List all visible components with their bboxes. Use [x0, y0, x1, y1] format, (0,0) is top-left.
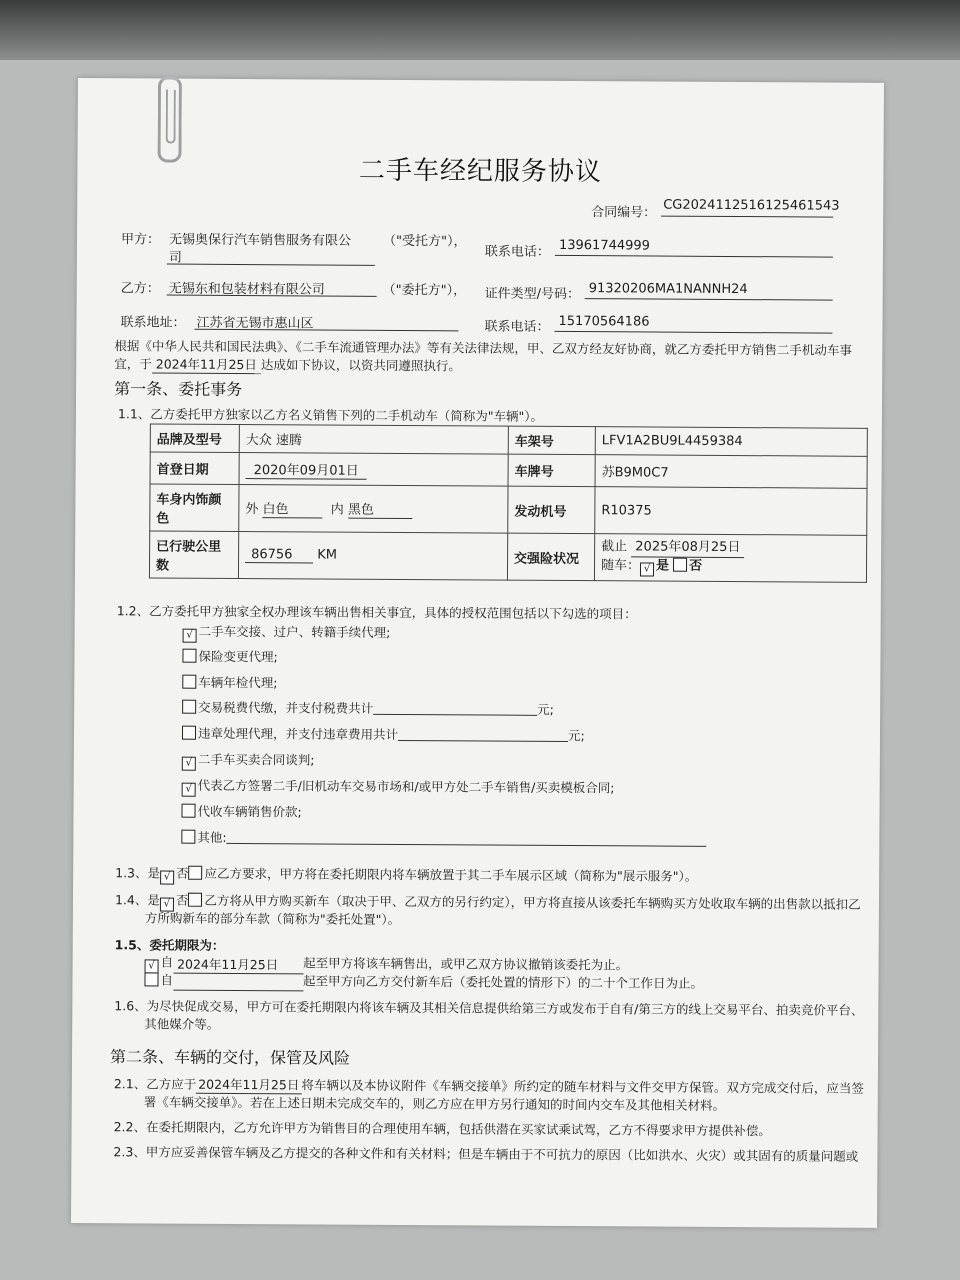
option-negotiation-label: 二手车买卖合同谈判;	[197, 751, 315, 768]
clause-1-4-text: 乙方将从甲方购买新车（取决于甲、乙双方的另行约定），甲方将直接从该委托车辆购买方处收取车辆的出售款以抵扣乙	[204, 892, 861, 912]
insurance-label: 交强险状况	[507, 533, 594, 581]
reg-date-label: 首登日期	[150, 452, 239, 485]
document-title: 二手车经纪服务协议	[358, 155, 603, 188]
option-insurance-label: 保险变更代理;	[198, 648, 278, 665]
vin-label: 车架号	[508, 426, 595, 455]
contract-no: CG2024112516125461543	[663, 197, 840, 214]
clause-1-6-line-2: 其他媒介等。	[144, 1016, 220, 1032]
party-b-role: （"委托方"），	[382, 282, 467, 299]
option-sign-contract-label: 代表乙方签署二手/旧机动车交易市场和/或甲方处二手车销售/买卖模板合同;	[197, 777, 615, 796]
option-insurance	[182, 647, 277, 666]
option-collect-payment	[181, 802, 301, 821]
clause-1-3-no-checkbox[interactable]	[189, 866, 203, 880]
option-other-checkbox[interactable]	[181, 830, 195, 844]
vin-value: LFV1A2BU9L4459384	[595, 427, 867, 457]
party-b-phone-label: 联系电话：	[484, 319, 550, 335]
option-inspection-label: 车辆年检代理;	[198, 674, 278, 691]
term-1-date: 2024年11月25日	[173, 955, 303, 975]
party-a-role: （"受托方"），	[382, 233, 467, 250]
brand-label: 品牌及型号	[150, 424, 239, 453]
party-b-label: 乙方：	[120, 281, 160, 297]
option-violation-label: 违章处理代理，并支付违章费用共计	[197, 725, 399, 742]
option-tax	[182, 698, 554, 718]
id-number: 91320206MA1NANNH24	[588, 281, 748, 298]
address-label: 联系地址：	[120, 315, 186, 331]
clause-2-1-text: 将车辆以及本协议附件《车辆交接单》所约定的随车材料与文件交甲方保管。双方完成交付后，应当签	[301, 1077, 864, 1096]
option-violation-checkbox[interactable]	[182, 726, 196, 740]
insurance-yes-label: 是	[655, 558, 670, 574]
insurance-prefix: 截止	[601, 539, 628, 555]
term-1-checkbox[interactable]: √	[145, 959, 159, 973]
plate-label: 车牌号	[508, 454, 595, 487]
option-negotiation-checkbox[interactable]: √	[182, 757, 196, 771]
clause-1-4-yes-checkbox[interactable]: √	[160, 898, 174, 912]
party-a-phone-label: 联系电话：	[484, 244, 551, 260]
brand-value: 大众 速腾	[239, 424, 508, 454]
option-negotiation	[182, 750, 315, 772]
background-edge	[0, 0, 960, 60]
clause-1-2: 1.2、乙方委托甲方独家全权办理该车辆出售相关事宜，具体的授权范围包括以下勾选的项目：	[116, 603, 637, 622]
option-sign-contract	[182, 776, 615, 800]
clause-2-1-line-2: 署《车辆交接单》。若在上述日期未完成交车的，则乙方应在甲方另行通知的时间内交车及其他相关材料。	[143, 1094, 726, 1113]
clause-1-4-line-2: 方所购新车的部分车款（简称为"委托处置"）。	[144, 910, 401, 927]
clause-1-5-term-2	[144, 970, 703, 993]
party-a-name-cont: 司	[168, 250, 182, 266]
option-violation	[182, 724, 585, 744]
delivery-date: 2024年11月25日	[196, 1075, 301, 1095]
term-2-checkbox[interactable]	[144, 972, 158, 986]
vehicle-info-table	[149, 423, 868, 582]
option-violation-unit: 元;	[567, 728, 585, 744]
clause-2-1-prefix: 2.1、乙方应于	[113, 1076, 197, 1092]
term-2-from: 自	[160, 972, 174, 988]
term-1-text: 起至甲方将该车辆售出，或甲乙双方协议撤销该委托为止。	[303, 955, 629, 973]
clause-1-3-yes-label: 是	[147, 865, 161, 881]
party-a-phone: 13961744999	[558, 237, 651, 254]
contract-page	[71, 78, 884, 1228]
clause-2-2: 2.2、在委托期限内，乙方允许甲方为销售目的合理使用车辆，包括供潜在买家试乘试驾，乙方不得要求甲方提供补偿。	[113, 1119, 772, 1139]
preamble-suffix: 达成如下协议，以资共同遵照执行。	[260, 357, 461, 374]
option-collect-payment-label: 代收车辆销售价款;	[197, 803, 302, 820]
insurance-no-label: 否	[689, 558, 703, 574]
mileage-value: 86756	[245, 547, 313, 563]
insurance-date: 2025年08月25日	[631, 538, 744, 558]
clause-1-4-no-label: 否	[175, 892, 189, 908]
clause-1-6-line-1: 1.6、为尽快促成交易，甲方可在委托期限内将该车辆及其相关信息提供给第三方或发布于自有/第三方的线上交易平台、拍卖竞价平台、	[114, 998, 864, 1018]
option-tax-label: 交易税费代缴，并支付税费共计	[198, 699, 374, 716]
option-other	[181, 828, 706, 849]
term-2-text: 起至甲方向乙方交付新车后（委托处置的情形下）的二十个工作日为止。	[302, 973, 704, 991]
option-transfer	[183, 622, 391, 644]
interior-prefix: 内	[330, 502, 344, 518]
clause-1-3-text: 应乙方要求，甲方将在委托期限内将车辆放置于其二手车展示区域（简称为"展示服务"）。	[204, 865, 698, 884]
contract-no-label: 合同编号：	[591, 205, 657, 221]
article-1-heading: 第一条、委托事务	[114, 379, 243, 400]
agreement-date: 2024年11月25日	[152, 354, 261, 374]
exterior-prefix: 外	[245, 502, 259, 518]
option-tax-checkbox[interactable]	[182, 700, 196, 714]
party-a-label: 甲方：	[120, 232, 161, 248]
clause-1-4-no-checkbox[interactable]	[188, 893, 202, 907]
interior-color: 黑色	[348, 499, 412, 519]
insurance-yes-checkbox[interactable]: √	[640, 562, 654, 576]
clause-1-3-num: 1.3、	[115, 865, 148, 881]
clause-1-3	[115, 863, 697, 888]
clause-1-1: 1.1、乙方委托甲方独家以乙方名义销售下列的二手机动车（简称为"车辆"）。	[117, 406, 544, 424]
option-transfer-checkbox[interactable]: √	[183, 629, 197, 643]
option-other-label: 其他:	[197, 829, 227, 845]
clause-2-3: 2.3、甲方应妥善保管车辆及乙方提交的各种文件和有关材料；但是车辆由于不可抗力的原因（比如洪水、火灾）或其固有的质量问题或	[113, 1144, 859, 1164]
party-b-name: 无锡东和包装材料有限公司	[168, 281, 325, 298]
insurance-with-car-label: 随车：	[600, 558, 641, 574]
id-type-label: 证件类型/号码：	[484, 286, 581, 303]
clause-1-5-heading: 1.5、委托期限为：	[114, 937, 225, 953]
option-insurance-checkbox[interactable]	[182, 649, 196, 663]
preamble-prefix: 宜，于	[114, 356, 152, 372]
option-collect-payment-checkbox[interactable]	[181, 804, 195, 818]
option-transfer-label: 二手车交接、过户、转籍手续代理;	[198, 623, 391, 640]
address-value: 江苏省无锡市惠山区	[196, 315, 314, 332]
option-inspection-checkbox[interactable]	[182, 675, 196, 689]
option-sign-contract-checkbox[interactable]: √	[182, 783, 196, 797]
option-inspection	[182, 673, 277, 692]
term-1-from: 自	[160, 954, 174, 970]
exterior-color: 白色	[262, 498, 322, 518]
clause-1-3-no-label: 否	[176, 865, 189, 881]
preamble-line-1: 根据《中华人民共和国民法典》、《二手车流通管理办法》等有关法律法规，甲、乙双方经友好协商，就乙方委托甲方销售二手机动车事	[114, 338, 852, 358]
article-2-heading: 第二条、车辆的交付，保管及风险	[109, 1047, 351, 1068]
party-b-phone: 15170564186	[558, 313, 650, 330]
clause-1-4-yes-label: 是	[147, 892, 160, 908]
mileage-unit: KM	[317, 547, 338, 563]
color-label: 车身内饰颜色	[150, 484, 239, 532]
mileage-label: 已行驶公里数	[149, 531, 238, 579]
engine-label: 发动机号	[508, 486, 595, 534]
clause-1-3-yes-checkbox[interactable]: √	[160, 871, 174, 885]
engine-value: R10375	[595, 487, 867, 536]
plate-value: 苏B9M0C7	[595, 455, 867, 489]
clause-1-4-num: 1.4、	[114, 892, 148, 908]
party-a-name: 无锡奥保行汽车销售服务有限公	[168, 232, 352, 249]
option-tax-unit: 元;	[537, 701, 554, 717]
insurance-no-checkbox[interactable]	[673, 558, 687, 572]
reg-date-value: 2020年09月01日	[246, 459, 367, 480]
